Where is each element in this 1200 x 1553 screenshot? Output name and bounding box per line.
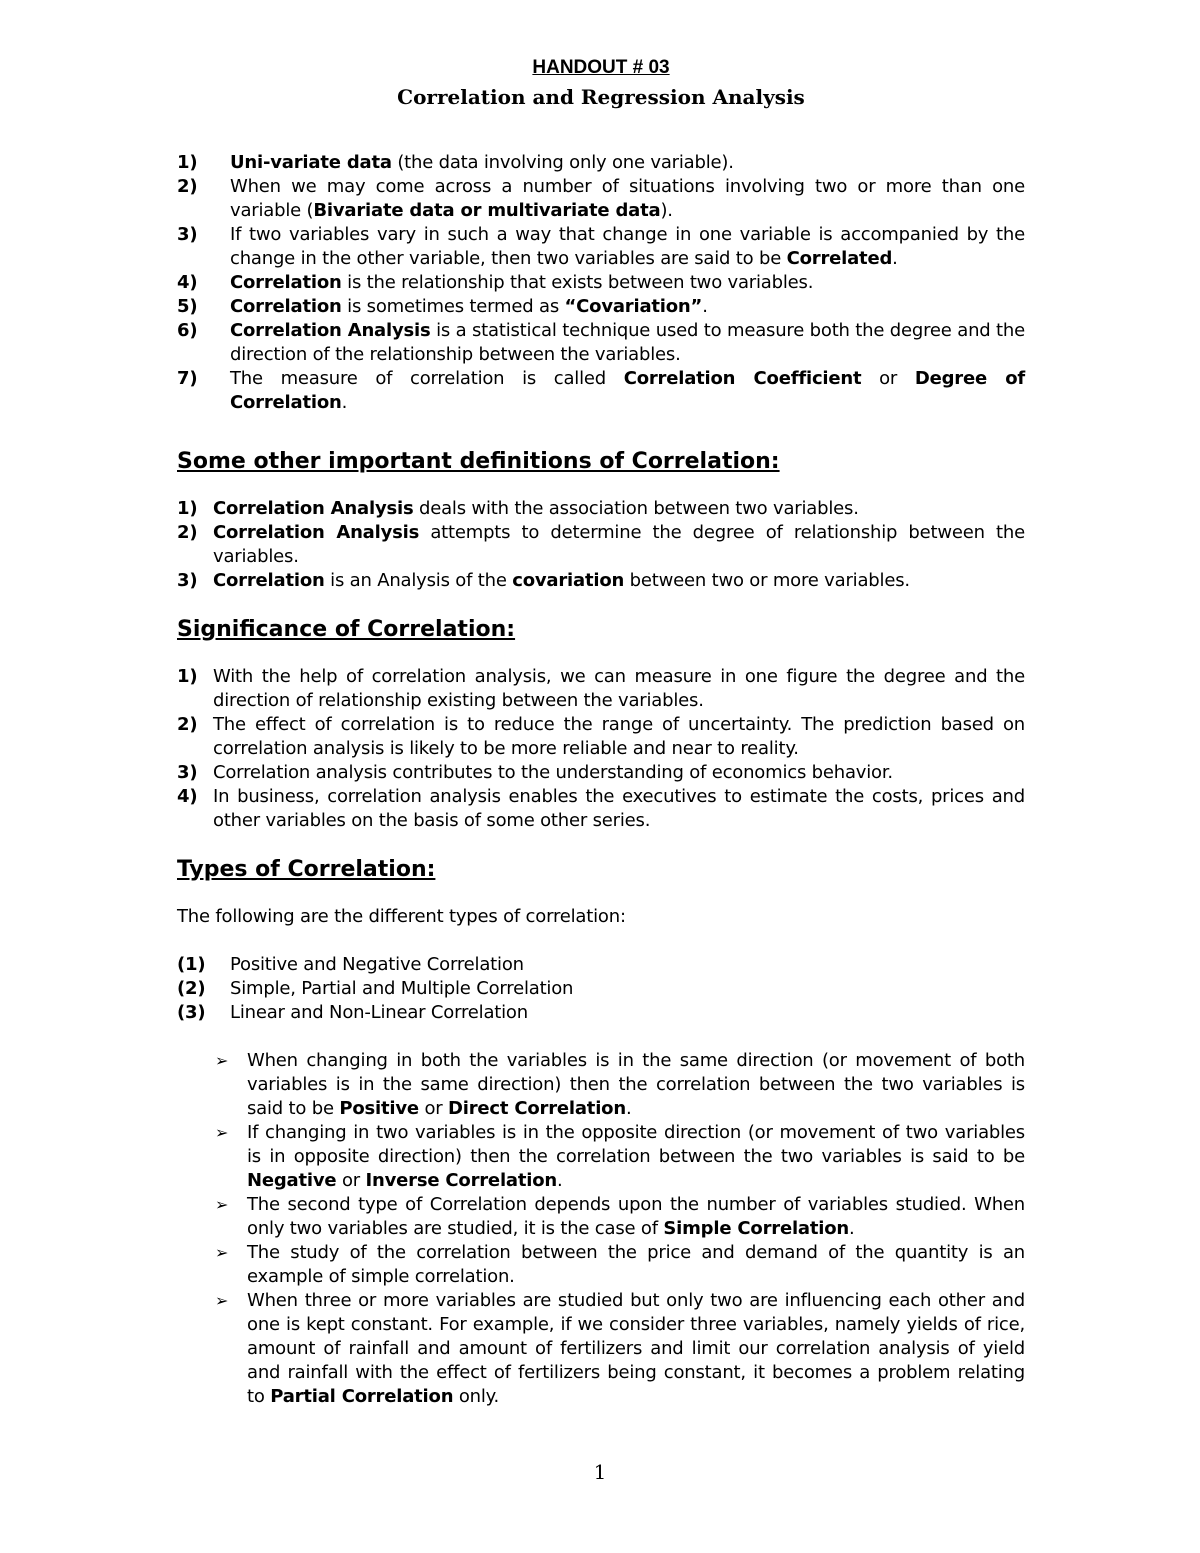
list-item: 1) Correlation Analysis deals with the association between two variables. [177,498,859,519]
item-number: 7) [177,368,198,389]
arrow-bullet-icon: ➢ [215,1195,229,1214]
types-intro: The following are the different types of correlation: [177,906,626,927]
list-item: 4) In business, correlation analysis enables the executives to estimate the costs, prices and other variables on the basis of some other series. [177,786,1025,831]
types-bullets [177,1049,1025,1409]
arrow-bullet-icon: ➢ [215,1243,229,1262]
definitions-list [177,497,1025,593]
bullet-item: ➢ When three or more variables are studied but only two are influencing each other and one is kept constant. For example, if we consider three variables, namely yields of rice, amount of rainfall and amount of fertilizers and limit our correlation analysis of yield and rainfall with the effect of fertilizers being constant, it becomes a problem relating to Partial Correlation only. [215,1290,1025,1407]
list-item: (1) Positive and Negative Correlation [177,954,524,975]
item-number: 6) [177,320,198,341]
list-item: 6) Correlation Analysis is a statistical technique used to measure both the degree and the direction of the relationship between the variables. [177,320,1025,365]
bullet-item: ➢ The study of the correlation between the price and demand of the quantity is an example of simple correlation. [215,1242,1025,1287]
list-item: 3) Correlation analysis contributes to the understanding of economics behavior. [177,762,893,783]
list-item: 5) Correlation is sometimes termed as “Covariation”. [177,296,708,317]
item-number: 5) [177,296,198,317]
list-item: (2) Simple, Partial and Multiple Correlation [177,978,574,999]
list-item: 1) With the help of correlation analysis, we can measure in one figure the degree and the direction of relationship existing between the variables. [177,666,1025,711]
list-item: (3) Linear and Non-Linear Correlation [177,1002,528,1023]
item-number: (2) [177,978,206,999]
bullet-item: ➢ The second type of Correlation depends upon the number of variables studied. When only two variables are studied, it is the case of Simple Correlation. [215,1194,1025,1239]
intro-list [177,151,1025,415]
bullet-item: ➢ If changing in two variables is in the opposite direction (or movement of two variables is in opposite direction) then the correlation between the two variables is said to be Negative or Inverse Correlation. [215,1122,1025,1191]
item-number: (3) [177,1002,206,1023]
document-title: Correlation and Regression Analysis [397,85,805,109]
item-number: 1) [177,666,198,687]
item-number: 3) [177,224,198,245]
page-number: 1 [593,1460,607,1484]
item-number: 2) [177,176,198,197]
list-item: 1) Uni-variate data (the data involving only one variable). [177,152,734,173]
list-item: 3) Correlation is an Analysis of the covariation between two or more variables. [177,570,910,591]
item-number: 3) [177,762,198,783]
arrow-bullet-icon: ➢ [215,1291,229,1310]
significance-list [177,665,1025,833]
arrow-bullet-icon: ➢ [215,1123,229,1142]
significance-heading: Significance of Correlation: [177,617,516,642]
bullet-item: ➢ When changing in both the variables is in the same direction (or movement of both variables is in the same direction) then the correlation between the two variables is said to be Positive or Direct Correlation. [215,1050,1025,1119]
item-number: 1) [177,498,198,519]
arrow-bullet-icon: ➢ [215,1051,229,1070]
item-number: 4) [177,272,198,293]
list-item: 7) The measure of correlation is called Correlation Coefficient or Degree of Correlation. [177,368,1025,413]
list-item: 2) Correlation Analysis attempts to determine the degree of relationship between the variables. [177,522,1025,567]
list-item: 4) Correlation is the relationship that exists between two variables. [177,272,814,293]
types-heading: Types of Correlation: [177,857,436,882]
handout-number: HANDOUT # 03 [532,57,670,78]
types-list [177,953,1025,1025]
item-number: 2) [177,714,198,735]
list-item: 2) The effect of correlation is to reduce the range of uncertainty. The prediction based on correlation analysis is likely to be more reliable and near to reality. [177,714,1025,759]
list-item: 3) If two variables vary in such a way that change in one variable is accompanied by the change in the other variable, then two variables are said to be Correlated. [177,224,1025,269]
item-number: 2) [177,522,198,543]
definitions-heading: Some other important definitions of Correlation: [177,449,780,474]
item-number: 4) [177,786,198,807]
item-number: 1) [177,152,198,173]
item-number: 3) [177,570,198,591]
list-item: 2) When we may come across a number of situations involving two or more than one variable (Bivariate data or multivariate data). [177,176,1025,221]
item-number: (1) [177,954,206,975]
page-content [177,56,1025,1409]
